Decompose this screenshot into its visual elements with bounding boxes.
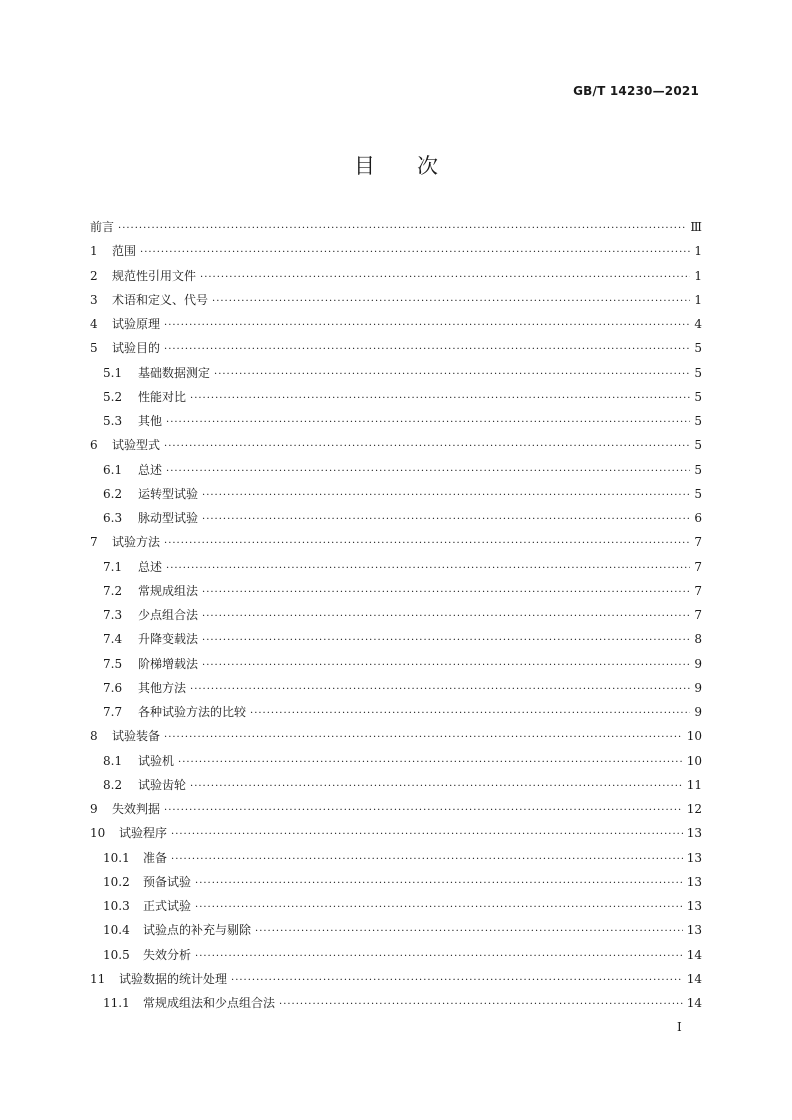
toc-entry-title: 正式试验 <box>143 899 192 913</box>
dot-leader <box>195 872 683 896</box>
toc-entry-title: 其他方法 <box>138 680 187 695</box>
toc-entry-page: 5 <box>694 414 702 428</box>
toc-entry-page: 13 <box>686 850 702 865</box>
toc-entry-page: 5 <box>694 486 702 501</box>
toc-entry-number: 7.6 <box>103 680 123 695</box>
toc-entry[interactable] <box>90 627 702 651</box>
toc-entry-page: Ⅲ <box>690 220 702 234</box>
toc-entry-number: 8.2 <box>103 777 123 792</box>
toc-entry-title: 总述 <box>138 559 163 574</box>
toc-entry[interactable] <box>90 555 702 579</box>
page-number: I <box>677 1020 682 1034</box>
toc-entry-number: 5.1 <box>103 365 123 380</box>
toc-entry-number: 7.1 <box>103 559 123 574</box>
dot-leader <box>166 557 690 581</box>
toc-entry-page: 9 <box>694 705 702 719</box>
toc-entry-page: 14 <box>686 971 702 986</box>
toc-entry[interactable] <box>90 724 702 748</box>
toc-entry-page: 7 <box>694 535 702 550</box>
toc-entry-title: 升降变载法 <box>138 632 199 647</box>
toc-entry-page: 1 <box>694 244 702 259</box>
toc-entry-number: 7.5 <box>103 656 123 671</box>
toc-entry-page: 7 <box>694 608 702 622</box>
toc-entry[interactable] <box>90 530 702 554</box>
toc-entry-page: 13 <box>686 826 702 841</box>
dot-leader <box>250 702 690 726</box>
dot-leader <box>118 217 686 241</box>
toc-entry-title: 试验齿轮 <box>138 777 187 792</box>
dot-leader <box>195 945 683 969</box>
toc-entry-number: 6.1 <box>103 462 123 477</box>
toc-entry[interactable] <box>90 894 702 918</box>
dot-leader <box>255 920 683 944</box>
dot-leader <box>202 629 690 653</box>
toc-entry[interactable] <box>90 749 702 773</box>
toc-entry[interactable] <box>90 506 702 530</box>
dot-leader <box>164 314 690 338</box>
toc-entry[interactable] <box>90 264 702 288</box>
toc-entry-number: 11 <box>90 971 106 986</box>
toc-entry[interactable] <box>90 870 702 894</box>
toc-entry-title: 试验机 <box>138 753 175 768</box>
toc-entry-number: 6 <box>90 438 98 453</box>
toc-entry[interactable] <box>90 579 702 603</box>
toc-entry-number: 10.3 <box>103 899 130 913</box>
toc-entry-page: 8 <box>694 632 702 647</box>
dot-leader <box>190 678 690 702</box>
toc-entry[interactable] <box>90 361 702 385</box>
toc-entry[interactable] <box>90 652 702 676</box>
toc-entry-title: 术语和定义、代号 <box>112 292 209 307</box>
dot-leader <box>190 775 683 799</box>
dot-leader <box>166 411 690 435</box>
toc-entry-number: 6.3 <box>103 511 123 525</box>
toc-entry-title: 试验方法 <box>112 535 161 550</box>
toc-entry[interactable] <box>90 312 702 336</box>
toc-entry[interactable] <box>90 967 702 991</box>
toc-entry-number: 2 <box>90 268 98 283</box>
toc-entry-title: 基础数据测定 <box>138 365 211 380</box>
toc-entry-title: 试验数据的统计处理 <box>119 971 228 986</box>
toc-entry-title: 总述 <box>138 462 163 477</box>
toc-entry-page: 1 <box>694 268 702 283</box>
toc-entry-page: 14 <box>686 947 702 962</box>
dot-leader <box>202 654 690 678</box>
toc-entry[interactable] <box>90 797 702 821</box>
dot-leader <box>171 823 683 847</box>
dot-leader <box>195 896 683 920</box>
toc-entry[interactable] <box>90 991 702 1015</box>
toc-entry-page: 9 <box>694 680 702 695</box>
toc-entry-page: 13 <box>686 899 702 913</box>
toc-entry-title: 前言 <box>90 220 115 234</box>
toc-entry-page: 6 <box>694 511 702 525</box>
dot-leader <box>166 460 690 484</box>
toc-entry-number: 7.7 <box>103 705 123 719</box>
toc-entry-page: 11 <box>686 777 702 792</box>
toc-entry-title: 失效分析 <box>143 947 192 962</box>
dot-leader <box>164 338 690 362</box>
toc-entry-title: 试验型式 <box>112 438 161 453</box>
toc-entry-number: 7 <box>90 535 98 550</box>
toc-entry-page: 4 <box>694 317 702 331</box>
dot-leader <box>190 387 690 411</box>
toc-entry[interactable] <box>90 288 702 312</box>
toc-entry[interactable] <box>90 821 702 845</box>
toc-entry-title: 试验程序 <box>119 826 168 841</box>
toc-entry[interactable] <box>90 239 702 263</box>
toc-entry[interactable] <box>90 458 702 482</box>
dot-leader <box>178 751 683 775</box>
toc-entry-title: 预备试验 <box>143 874 192 889</box>
toc-entry-number: 7.4 <box>103 632 123 647</box>
toc-entry-title: 常规成组法和少点组合法 <box>143 996 276 1010</box>
dot-leader <box>202 508 690 532</box>
toc-entry[interactable] <box>90 943 702 967</box>
standard-code: GB/T 14230—2021 <box>573 84 699 98</box>
toc-entry-title: 范围 <box>112 244 137 259</box>
toc-entry[interactable] <box>90 215 702 239</box>
toc-entry-number: 7.3 <box>103 608 123 622</box>
toc-entry-title: 性能对比 <box>138 389 187 404</box>
toc-entry[interactable] <box>90 918 702 942</box>
toc-entry[interactable] <box>90 773 702 797</box>
toc-entry-number: 10.2 <box>103 874 130 889</box>
toc-entry-page: 13 <box>686 923 702 938</box>
toc-entry-number: 8.1 <box>103 753 123 768</box>
toc-entry-number: 10.5 <box>103 947 130 962</box>
title-char-2: 次 <box>417 154 438 178</box>
toc-entry-title: 试验装备 <box>112 729 161 744</box>
toc-entry-title: 试验目的 <box>112 341 161 356</box>
table-of-contents <box>90 215 702 1015</box>
toc-entry[interactable] <box>90 603 702 627</box>
toc-entry-number: 5.3 <box>103 414 123 428</box>
dot-leader <box>164 799 683 823</box>
dot-leader <box>202 605 690 629</box>
toc-entry-title: 准备 <box>143 850 168 865</box>
toc-entry[interactable] <box>90 676 702 700</box>
toc-entry-page: 9 <box>694 656 702 671</box>
dot-leader <box>279 993 683 1017</box>
toc-entry[interactable] <box>90 409 702 433</box>
dot-leader <box>140 241 690 265</box>
toc-entry-page: 10 <box>686 729 702 744</box>
toc-entry-number: 5.2 <box>103 389 123 404</box>
dot-leader <box>231 969 683 993</box>
toc-entry-title: 试验点的补充与剔除 <box>143 923 252 938</box>
toc-entry-page: 13 <box>686 874 702 889</box>
toc-entry-title: 失效判据 <box>112 802 161 816</box>
toc-entry-page: 5 <box>694 341 702 356</box>
toc-entry-number: 8 <box>90 729 98 744</box>
toc-entry-title: 常规成组法 <box>138 583 199 598</box>
toc-entry-title: 少点组合法 <box>138 608 199 622</box>
toc-entry-number: 7.2 <box>103 583 123 598</box>
toc-entry-number: 9 <box>90 802 98 816</box>
toc-entry-page: 10 <box>686 753 702 768</box>
dot-leader <box>212 290 690 314</box>
toc-entry-title: 各种试验方法的比较 <box>138 705 247 719</box>
toc-entry[interactable] <box>90 385 702 409</box>
dot-leader <box>164 726 683 750</box>
toc-entry-title: 运转型试验 <box>138 486 199 501</box>
dot-leader <box>202 484 690 508</box>
dot-leader <box>202 581 690 605</box>
toc-entry-page: 1 <box>694 292 702 307</box>
toc-entry-page: 7 <box>694 559 702 574</box>
dot-leader <box>171 848 683 872</box>
toc-entry-title: 阶梯增载法 <box>138 656 199 671</box>
dot-leader <box>214 363 690 387</box>
dot-leader <box>200 266 690 290</box>
dot-leader <box>164 435 690 459</box>
toc-entry-page: 5 <box>694 365 702 380</box>
toc-entry[interactable] <box>90 482 702 506</box>
toc-entry-number: 10 <box>90 826 106 841</box>
toc-entry-page: 14 <box>686 996 702 1010</box>
toc-entry[interactable] <box>90 336 702 360</box>
toc-entry-page: 12 <box>686 802 702 816</box>
toc-entry-number: 10.1 <box>103 850 130 865</box>
toc-entry[interactable] <box>90 433 702 457</box>
toc-entry-title: 规范性引用文件 <box>112 268 197 283</box>
toc-entry-page: 7 <box>694 583 702 598</box>
toc-entry-number: 10.4 <box>103 923 130 938</box>
toc-entry-number: 4 <box>90 317 98 331</box>
toc-entry-title: 试验原理 <box>112 317 161 331</box>
toc-entry-page: 5 <box>694 389 702 404</box>
toc-entry-number: 6.2 <box>103 486 123 501</box>
toc-entry-number: 11.1 <box>103 996 130 1010</box>
toc-entry-number: 3 <box>90 292 98 307</box>
toc-entry-page: 5 <box>694 438 702 453</box>
toc-entry[interactable] <box>90 846 702 870</box>
toc-entry-page: 5 <box>694 462 702 477</box>
toc-entry-title: 其他 <box>138 414 163 428</box>
toc-entry-title: 脉动型试验 <box>138 511 199 525</box>
title-char-1: 目 <box>354 154 375 178</box>
toc-entry-number: 5 <box>90 341 98 356</box>
page-title <box>0 150 792 180</box>
toc-entry-number: 1 <box>90 244 98 259</box>
toc-entry[interactable] <box>90 700 702 724</box>
dot-leader <box>164 532 690 556</box>
